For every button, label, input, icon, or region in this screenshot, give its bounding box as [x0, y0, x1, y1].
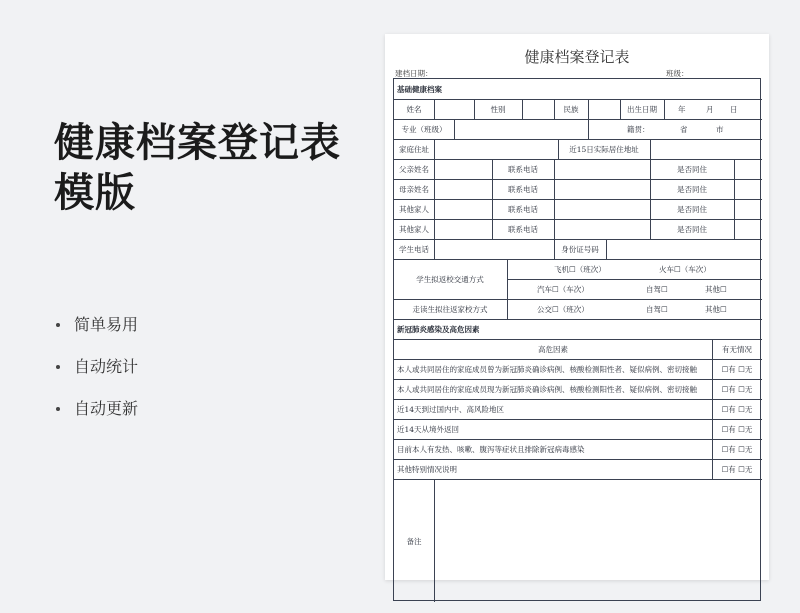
- recent-address-label: 近15日实际居住地址: [569, 145, 639, 154]
- commute-other-option: 其他☐: [705, 305, 727, 314]
- risk-yes-no-5: ☐有 ☐无: [721, 445, 753, 454]
- risk-yes-no-3: ☐有 ☐无: [721, 405, 753, 414]
- feature-item: 简单易用: [56, 314, 138, 356]
- plane-option: 飞机☐（班次）: [554, 265, 606, 274]
- other-family-together-label: 是否同住: [677, 205, 707, 214]
- other-family-together-label-2: 是否同住: [677, 225, 707, 234]
- city-label: 市: [716, 125, 724, 134]
- mother-phone-label: 联系电话: [508, 185, 538, 194]
- father-together-label: 是否同住: [677, 165, 707, 174]
- date-label: 建档日期：: [395, 69, 433, 78]
- coach-option: 汽车☐（车次）: [537, 285, 589, 294]
- other-family-label-2: 其他家人: [399, 225, 429, 234]
- feature-item: 自动统计: [56, 356, 138, 398]
- bullet-icon: [56, 323, 60, 327]
- other-family-phone-label: 联系电话: [508, 205, 538, 214]
- dob-label: 出生日期: [627, 105, 657, 114]
- day-label: 日: [730, 105, 738, 114]
- feature-item: 自动更新: [56, 398, 138, 440]
- feature-list: [56, 314, 138, 440]
- gender-label: 性别: [490, 105, 506, 114]
- risk-item-4: 近14天从境外返回: [397, 425, 460, 434]
- other-family-phone-label-2: 联系电话: [508, 225, 538, 234]
- year-label: 年: [678, 105, 686, 114]
- risk-item-1: 本人或共同居住的家庭成员曾为新冠肺炎确诊病例、核酸检测阳性者、疑似病例、密切接触: [397, 365, 697, 374]
- ethnicity-label: 民族: [563, 105, 579, 114]
- major-label: 专业（班级）: [401, 125, 447, 134]
- month-label: 月: [706, 105, 714, 114]
- native-label: 籍贯：: [627, 125, 650, 134]
- document-sheet: [385, 34, 769, 580]
- province-label: 省: [680, 125, 688, 134]
- risk-yes-no-1: ☐有 ☐无: [721, 365, 753, 374]
- section-basic-heading: 基础健康档案: [397, 85, 442, 94]
- commute-self-drive-option: 自驾☐: [646, 305, 668, 314]
- risk-item-6: 其他特别情况说明: [397, 465, 457, 474]
- self-drive-option: 自驾☐: [646, 285, 668, 294]
- risk-yes-no-2: ☐有 ☐无: [721, 385, 753, 394]
- form-table: [393, 78, 761, 601]
- promo-title: [54, 118, 341, 218]
- home-address-label: 家庭住址: [399, 145, 429, 154]
- name-label: 姓名: [406, 105, 422, 114]
- father-phone-label: 联系电话: [508, 165, 538, 174]
- risk-item-3: 近14天到过国内中、高风险地区: [397, 405, 505, 414]
- id-number-label: 身份证号码: [561, 245, 599, 254]
- risk-yes-no-4: ☐有 ☐无: [721, 425, 753, 434]
- bullet-icon: [56, 407, 60, 411]
- mother-together-label: 是否同住: [677, 185, 707, 194]
- promo-title-line2: 模版: [54, 170, 136, 216]
- student-phone-label: 学生电话: [399, 245, 429, 254]
- father-name-label: 父亲姓名: [399, 165, 429, 174]
- bullet-icon: [56, 365, 60, 369]
- transport-label: 学生拟返校交通方式: [416, 275, 484, 284]
- risk-item-2: 本人或共同居住的家庭成员现为新冠肺炎确诊病例、核酸检测阳性者、疑似病例、密切接触: [397, 385, 697, 394]
- train-option: 火车☐（车次）: [659, 265, 711, 274]
- remarks-label: 备注: [406, 537, 422, 546]
- bus-option: 公交☐（班次）: [537, 305, 589, 314]
- risk-item-5: 目前本人有发热、咳嗽、腹泻等症状且排除新冠病毒感染: [397, 445, 585, 454]
- promo-title-line1: 健康档案登记表: [54, 120, 341, 166]
- section-covid-heading: 新冠肺炎感染及高危因素: [397, 325, 480, 334]
- document-title: 健康档案登记表: [524, 48, 630, 66]
- other-family-label: 其他家人: [399, 205, 429, 214]
- risk-header: 高危因素: [538, 345, 568, 354]
- class-label: 班级：: [666, 69, 689, 78]
- commute-label: 走读生拟往返家校方式: [412, 305, 488, 314]
- risk-status-header: 有无情况: [722, 345, 752, 354]
- other-transport-option: 其他☐: [705, 285, 727, 294]
- mother-name-label: 母亲姓名: [399, 185, 429, 194]
- risk-yes-no-6: ☐有 ☐无: [721, 465, 753, 474]
